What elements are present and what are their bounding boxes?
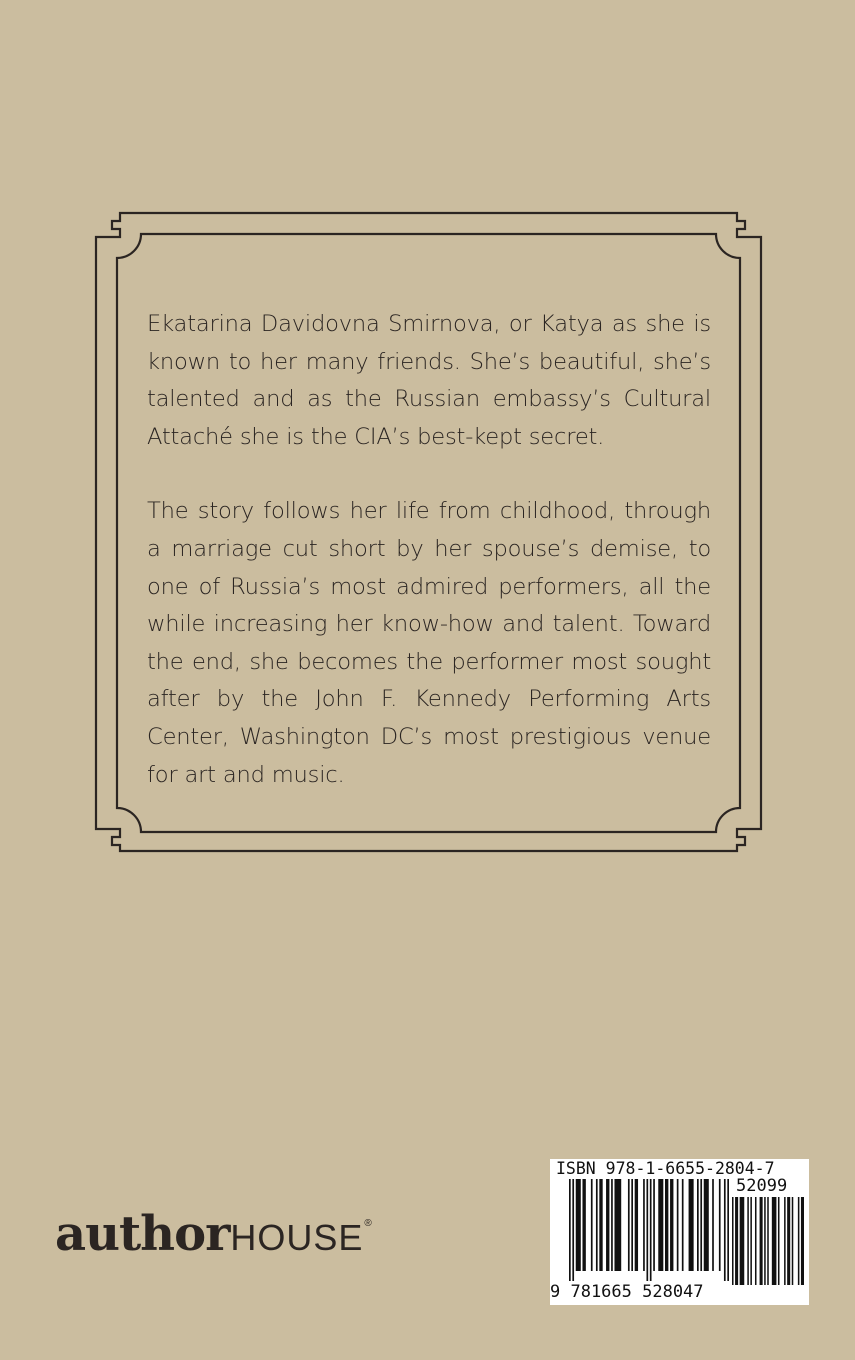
ean13-bar: [572, 1179, 574, 1281]
ean13-bar: [631, 1179, 633, 1271]
addon-bar: [747, 1197, 749, 1285]
ean13-bar: [596, 1179, 598, 1271]
ean13-bars: [569, 1179, 729, 1281]
ean13-bar: [643, 1179, 645, 1271]
publisher-logo-author: author: [55, 1206, 230, 1262]
ean13-bar: [689, 1179, 694, 1271]
ean13-bar: [670, 1179, 673, 1271]
ean13-bar: [712, 1179, 714, 1271]
addon-bar: [760, 1197, 763, 1285]
ean13-bar: [569, 1179, 571, 1281]
registered-mark: ®: [364, 1218, 372, 1229]
ean13-bar: [650, 1179, 652, 1281]
publisher-logo: [55, 1206, 372, 1262]
ean13-bar: [582, 1179, 585, 1271]
addon-bar: [755, 1197, 757, 1285]
ean13-bar: [611, 1179, 613, 1271]
description-paragraph-1: Ekatarina Davidovna Smirnova, or Katya as she is known to her many friends. She’s beautiful, she’s talented and as the Russian embassy’s Cultural Attaché she is the CIA’s best-kept secret.: [147, 311, 711, 450]
ean13-bar: [719, 1179, 721, 1271]
isbn-label: ISBN 978-1-6655-2804-7: [556, 1159, 775, 1178]
addon-bar: [784, 1197, 786, 1285]
addon-bar: [735, 1197, 738, 1285]
ean13-bar: [682, 1179, 684, 1271]
ean13-bar: [635, 1179, 638, 1271]
ean13-bar: [628, 1179, 630, 1271]
ean13-bar: [591, 1179, 593, 1271]
addon-bar: [787, 1197, 790, 1285]
addon-bar: [778, 1197, 780, 1285]
ean13-bar: [614, 1179, 621, 1271]
ean-digits: 9 781665 528047: [550, 1282, 704, 1302]
ean13-bar: [724, 1179, 726, 1281]
ean13-bar: [704, 1179, 709, 1271]
description-paragraph-2: The story follows her life from childhood, through a marriage cut short by her spouse’s demise, to one of Russia’s most admired performers, all the while increasing her know-how and talent. Toward the end, she becomes the performer most sought after by the John F. Kennedy Performing Arts Center, Washington DC’s most prestigious venue for art and music.: [147, 498, 711, 788]
book-description: [147, 306, 711, 794]
addon-bar: [772, 1197, 777, 1285]
ean13-bar: [700, 1179, 702, 1271]
ean13-bar: [665, 1179, 668, 1271]
addon-bar: [764, 1197, 766, 1285]
ean13-bar: [576, 1179, 581, 1271]
ean13-bar: [646, 1179, 648, 1281]
ean13-bar: [677, 1179, 679, 1271]
publisher-logo-house: HOUSE: [230, 1217, 364, 1258]
addon-bar: [792, 1197, 794, 1285]
addon-bar: [740, 1197, 745, 1285]
ean13-bar: [658, 1179, 663, 1271]
addon-bar: [750, 1197, 752, 1285]
ean13-bar: [727, 1179, 729, 1281]
ean13-bar: [599, 1179, 602, 1271]
isbn-barcode: [550, 1159, 809, 1305]
ean13-bar: [653, 1179, 655, 1271]
addon-bar: [732, 1197, 734, 1285]
addon-bar: [798, 1197, 800, 1285]
price-addon-bars: [732, 1197, 804, 1285]
ean13-bar: [606, 1179, 609, 1271]
ean13-bar: [697, 1179, 699, 1271]
addon-bar: [801, 1197, 804, 1285]
addon-bar: [767, 1197, 769, 1285]
price-code: 52099: [736, 1176, 788, 1196]
